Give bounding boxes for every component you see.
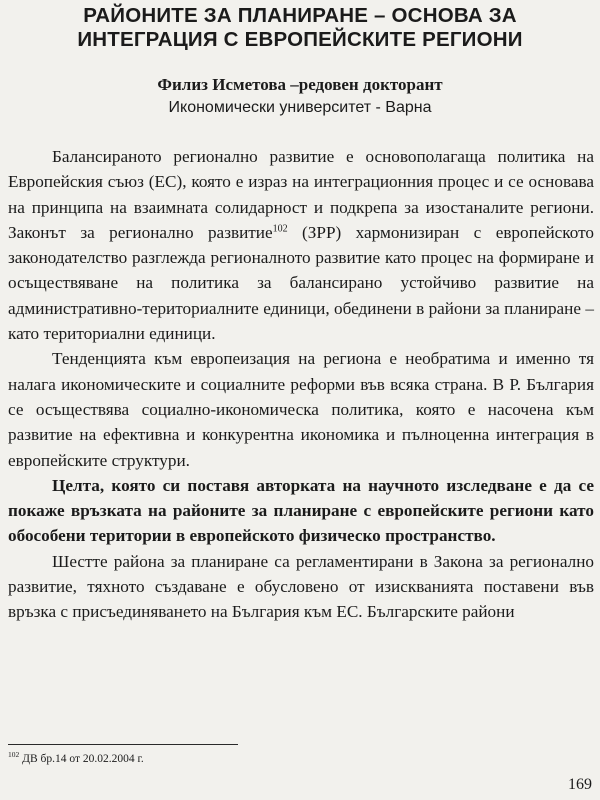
paragraph-1-text-b: (ЗРР) хармонизиран с европейското законодателство разглежда регионалното развитие като процес на формиране и осъществяване на политика за балансирано устойчиво развитие на административно-териториалните единици, обединени в райони за планиране – като териториални единици. [8,222,594,344]
footnote-divider [8,744,238,745]
page-number: 169 [568,776,592,793]
author-name: Филиз Исметова –редовен докторант [157,75,443,94]
footnote-marker: 102 [8,750,20,760]
page-title [0,4,600,52]
title-line-2: ИНТЕГРАЦИЯ С ЕВРОПЕЙСКИТЕ РЕГИОНИ [77,28,523,51]
footnote-text: ДВ бр.14 от 20.02.2004 г. [19,753,144,765]
paragraph-3-aim: Целта, която си поставя авторката на научното изследване е да се покаже връзката на районите за планиране с европейските региони като обособени територии в европейското физическо пространство. [8,475,594,546]
paragraph-4: Шестте района за планиране са регламентирани в Закона за регионално развитие, тяхното създаване е обусловено от изискванията поставени във връзка с присъединяването на България към ЕС. Българските райони [8,551,594,622]
article-body [8,144,594,625]
author-affiliation: Икономически университет - Варна [168,99,432,116]
paragraph-1 [8,144,594,346]
paragraph-1-text-a: Балансираното регионално развитие е основополагаща политика на Европейския съюз (ЕС), която е израз на интеграционния процес и се основава на принципа на взаимната солидарност и подкрепа за изостаналите региони. Законът за регионално развитие [8,147,594,242]
paragraph-2: Тенденцията към европеизация на региона е необратима и именно тя налага икономическите и социалните реформи във всяка страна. В Р. България се осъществява социално-икономическа политика, която е насочена към развитие на ефективна и конкурентна икономика и пълноценна интеграция в европейските структури. [8,349,594,470]
title-line-1: РАЙОНИТЕ ЗА ПЛАНИРАНЕ – ОСНОВА ЗА [83,4,517,27]
footnote-reference: 102 [272,223,288,235]
footnote [8,752,144,766]
